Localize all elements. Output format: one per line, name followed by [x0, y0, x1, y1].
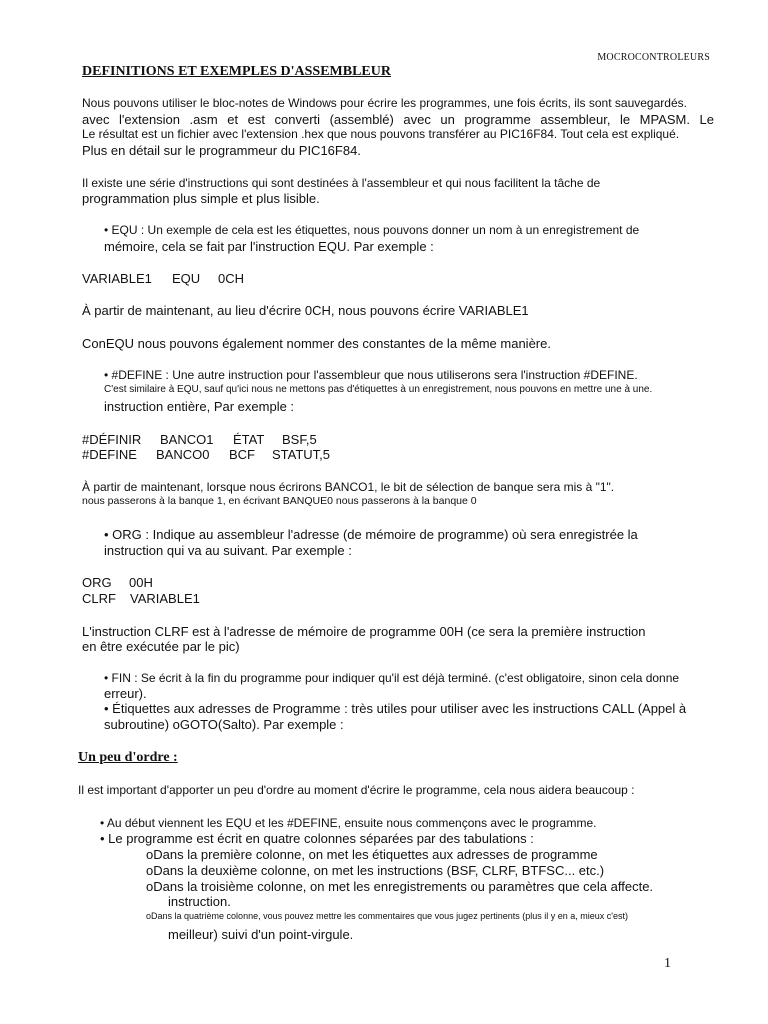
- code-define-2-c: BCF: [229, 447, 255, 462]
- intro-line-2: avec l'extension .asm et est converti (assemblé) avec un programme assembleur, le MPASM. Le: [82, 112, 714, 127]
- list-marker: o: [146, 879, 154, 894]
- code-define-2-b: BANCO0: [156, 447, 210, 462]
- org-line-2: instruction qui va au suivant. Par exemple :: [104, 543, 352, 558]
- code-define-1-b: BANCO1: [160, 432, 214, 447]
- series-line-2: programmation plus simple et plus lisible.: [82, 191, 320, 206]
- code-define-1-a: #DÉFINIR: [82, 432, 142, 447]
- define-after-2: nous passerons à la banque 1, en écrivant BANQUE0 nous passerons à la banque 0: [82, 495, 477, 507]
- define-after-1: À partir de maintenant, lorsque nous écrirons BANCO1, le bit de sélection de banque sera mis à "1".: [82, 480, 615, 494]
- page-number: 1: [664, 956, 671, 971]
- conequ-line: ConEQU nous pouvons également nommer des constantes de la même manière.: [82, 336, 551, 351]
- column-item-1: oDans la première colonne, on met les étiquettes aux adresses de programme: [146, 847, 598, 862]
- code-org-a: ORG: [82, 575, 112, 590]
- ordre-bullet-2: • Le programme est écrit en quatre colonnes séparées par des tabulations :: [100, 831, 534, 846]
- running-header: MOCROCONTROLEURS: [597, 52, 710, 63]
- define-line-2: C'est similaire à EQU, sauf qu'ici nous ne mettons pas d'étiquettes à un enregistrement, nous pouvons en mettre une à une.: [104, 384, 653, 395]
- column-item-3-cont: instruction.: [168, 894, 231, 909]
- column-item-3: oDans la troisième colonne, on met les enregistrements ou paramètres que cela affecte.: [146, 879, 654, 894]
- code-equ-op: EQU: [172, 271, 201, 286]
- column-item-4: oDans la quatrième colonne, vous pouvez mettre les commentaires que vous jugez pertinents (plus il y en a, mieux c'est): [146, 911, 628, 921]
- intro-line-3: Le résultat est un fichier avec l'extension .hex que nous pouvons transférer au PIC16F84. Tout cela est expliqué.: [82, 127, 680, 141]
- fin-line-2: erreur).: [104, 686, 147, 701]
- code-org-b: 00H: [129, 575, 153, 590]
- org-after-2: en être exécutée par le pic): [82, 639, 240, 654]
- define-line-1: • #DEFINE : Une autre instruction pour l'assembleur que nous utiliserons sera l'instruction #DEFINE.: [104, 368, 638, 382]
- ordre-intro: Il est important d'apporter un peu d'ordre au moment d'écrire le programme, cela nous aidera beaucoup :: [78, 783, 635, 797]
- code-equ-label: VARIABLE1: [82, 271, 152, 286]
- code-define-2-a: #DEFINE: [82, 447, 137, 462]
- code-define-1-c: ÉTAT: [233, 432, 265, 447]
- define-line-3: instruction entière, Par exemple :: [104, 399, 295, 414]
- code-clrf-b: VARIABLE1: [130, 591, 200, 606]
- org-after-1: L'instruction CLRF est à l'adresse de mémoire de programme 00H (ce sera la première instruction: [82, 624, 646, 639]
- list-marker: o: [146, 863, 154, 878]
- page-title: DEFINITIONS ET EXEMPLES D'ASSEMBLEUR: [82, 64, 391, 79]
- equ-after: À partir de maintenant, au lieu d'écrire 0CH, nous pouvons écrire VARIABLE1: [82, 303, 529, 318]
- section-heading-ordre: Un peu d'ordre :: [78, 750, 178, 765]
- equ-line-2: mémoire, cela se fait par l'instruction EQU. Par exemple :: [104, 239, 434, 254]
- ordre-bullet-1: • Au début viennent les EQU et les #DEFINE, ensuite nous commençons avec le programme.: [100, 816, 597, 830]
- code-define-2-d: STATUT,5: [272, 447, 331, 462]
- org-line-1: • ORG : Indique au assembleur l'adresse (de mémoire de programme) où sera enregistrée la: [104, 527, 638, 542]
- etiquettes-line-1: • Étiquettes aux adresses de Programme : très utiles pour utiliser avec les instructions CALL (Appel à: [104, 701, 687, 716]
- intro-line-4: Plus en détail sur le programmeur du PIC16F84.: [82, 143, 361, 158]
- list-marker: o: [146, 847, 154, 862]
- list-marker: o: [146, 911, 152, 921]
- column-item-4-cont: meilleur) suivi d'un point-virgule.: [168, 927, 354, 942]
- equ-line-1: • EQU : Un exemple de cela est les étiquettes, nous pouvons donner un nom à un enregistrement de: [104, 223, 640, 237]
- code-clrf-a: CLRF: [82, 591, 116, 606]
- intro-line-1: Nous pouvons utiliser le bloc-notes de Windows pour écrire les programmes, une fois écrits, ils sont sauvegardés.: [82, 96, 687, 110]
- code-equ-value: 0CH: [218, 271, 245, 286]
- fin-line-1: • FIN : Se écrit à la fin du programme pour indiquer qu'il est déjà terminé. (c'est obligatoire, sinon cela donne: [104, 671, 680, 685]
- etiquettes-line-2: subroutine) oGOTO(Salto). Par exemple :: [104, 717, 344, 732]
- column-item-2: oDans la deuxième colonne, on met les instructions (BSF, CLRF, BTFSC... etc.): [146, 863, 605, 878]
- series-line-1: Il existe une série d'instructions qui sont destinées à l'assembleur et qui nous facilitent la tâche de: [82, 176, 601, 190]
- code-define-1-d: BSF,5: [282, 432, 317, 447]
